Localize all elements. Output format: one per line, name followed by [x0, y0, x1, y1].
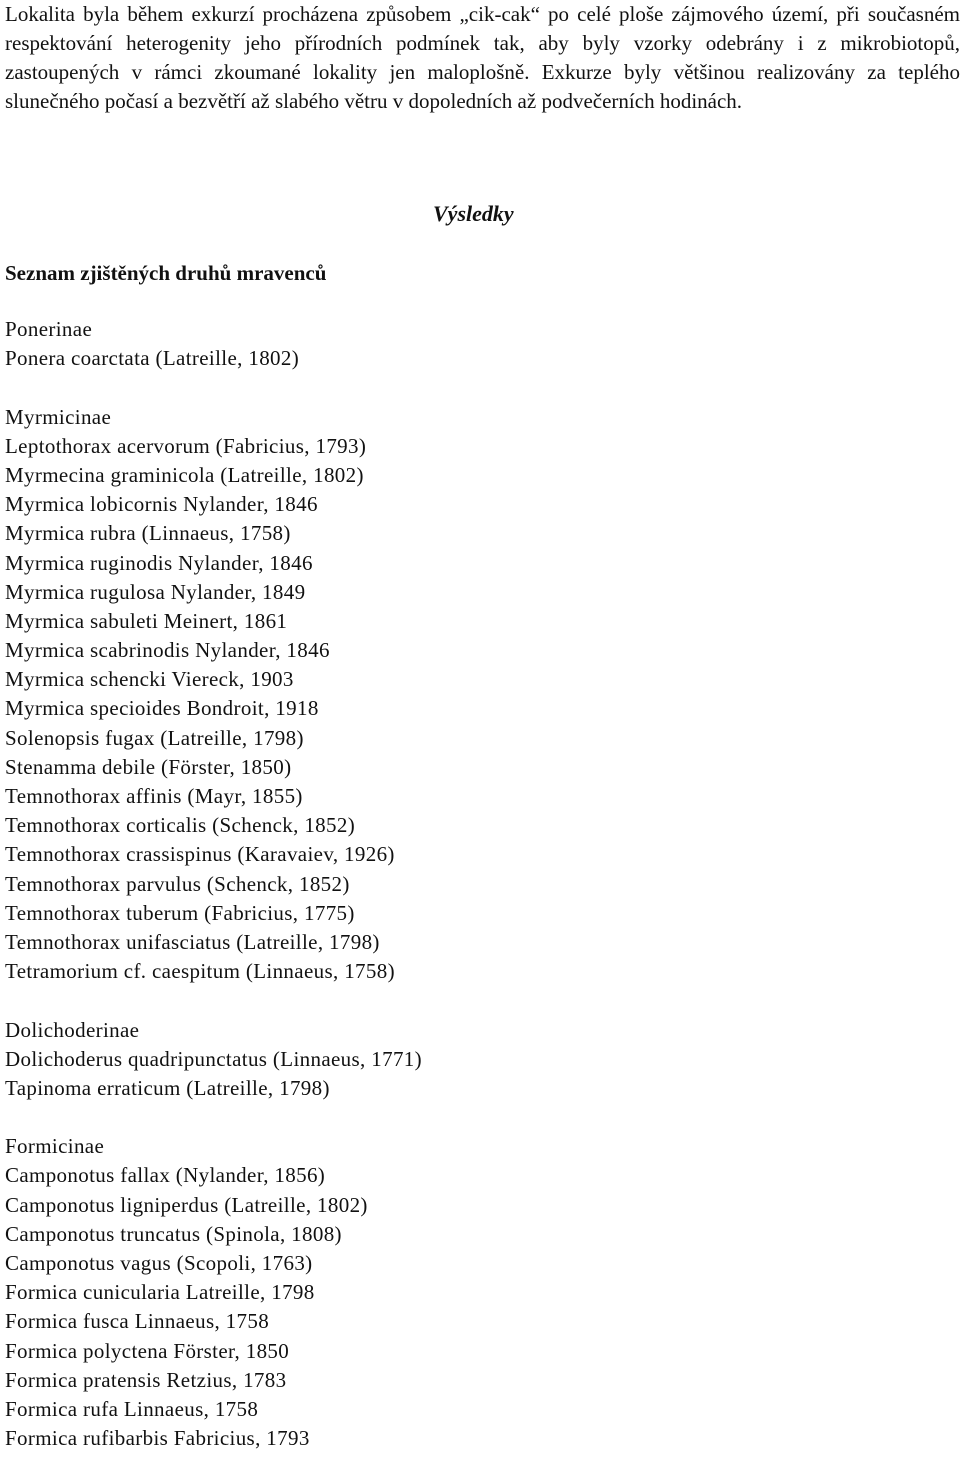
species-item: Myrmica sabuleti Meinert, 1861	[5, 608, 288, 633]
species-item: Temnothorax corticalis (Schenck, 1852)	[5, 813, 356, 838]
species-list	[5, 315, 960, 1483]
subfamily-group-formicinae	[5, 1132, 960, 1453]
species-item: Temnothorax parvulus (Schenck, 1852)	[5, 871, 350, 896]
species-item: Myrmica rubra (Linnaeus, 1758)	[5, 521, 291, 546]
species-item: Myrmica lobicornis Nylander, 1846	[5, 492, 318, 517]
subfamily-group-ponerinae	[5, 315, 960, 373]
subfamily-name: Dolichoderinae	[5, 1017, 140, 1042]
species-list-heading: Seznam zjištěných druhů mravenců	[5, 261, 327, 285]
species-item: Tapinoma erraticum (Latreille, 1798)	[5, 1075, 330, 1100]
species-item: Formica rufibarbis Fabricius, 1793	[5, 1426, 310, 1451]
species-item: Formica rufa Linnaeus, 1758	[5, 1396, 259, 1421]
subfamily-name: Ponerinae	[5, 317, 93, 341]
species-item: Myrmica scabrinodis Nylander, 1846	[5, 638, 330, 663]
intro-paragraph: Lokalita byla během exkurzí procházena způsobem „cik-cak“ po celé ploše zájmového území, při současném respektování heterogenity jeho přírodních podmínek tak, aby byly vzorky odebrány i z mikrobiotopů, zastoupených v rámci zkoumané lokality jen maloplošně. Exkurze byly většinou realizovány za teplého slunečného počasí a bezvětří až slabého větru v dopoledních až podvečerních hodinách.	[5, 2, 960, 113]
species-item: Tetramorium cf. caespitum (Linnaeus, 1758)	[5, 959, 395, 984]
species-item: Myrmecina graminicola (Latreille, 1802)	[5, 462, 364, 487]
subfamily-group-myrmicinae	[5, 403, 960, 987]
species-item: Myrmica specioides Bondroit, 1918	[5, 696, 319, 721]
species-item: Myrmica rugulosa Nylander, 1849	[5, 579, 306, 604]
species-item: Leptothorax acervorum (Fabricius, 1793)	[5, 433, 367, 458]
species-item: Formica cunicularia Latreille, 1798	[5, 1280, 315, 1305]
species-item: Formica fusca Linnaeus, 1758	[5, 1309, 270, 1334]
species-item: Camponotus truncatus (Spinola, 1808)	[5, 1221, 342, 1246]
document-page	[5, 0, 960, 1451]
species-item: Temnothorax crassispinus (Karavaiev, 1926)	[5, 842, 395, 867]
species-item: Dolichoderus quadripunctatus (Linnaeus, 1771)	[5, 1046, 422, 1071]
species-item: Stenamma debile (Förster, 1850)	[5, 754, 292, 779]
subfamily-group-dolichoderinae	[5, 1016, 960, 1104]
species-item: Camponotus fallax (Nylander, 1856)	[5, 1163, 326, 1188]
species-item: Myrmica ruginodis Nylander, 1846	[5, 550, 313, 575]
species-item: Temnothorax tuberum (Fabricius, 1775)	[5, 900, 355, 925]
subfamily-name: Myrmicinae	[5, 404, 112, 429]
species-item: Ponera coarctata (Latreille, 1802)	[5, 346, 300, 371]
species-item: Solenopsis fugax (Latreille, 1798)	[5, 725, 304, 750]
species-item: Camponotus ligniperdus (Latreille, 1802)	[5, 1192, 368, 1217]
section-heading-results: Výsledky	[433, 201, 514, 226]
species-item: Camponotus vagus (Scopoli, 1763)	[5, 1251, 313, 1275]
subfamily-name: Formicinae	[5, 1134, 105, 1159]
species-item: Formica pratensis Retzius, 1783	[5, 1367, 287, 1392]
species-item: Myrmica schencki Viereck, 1903	[5, 667, 294, 692]
species-item: Formica polyctena Förster, 1850	[5, 1338, 290, 1363]
species-item: Temnothorax affinis (Mayr, 1855)	[5, 784, 303, 808]
species-item: Temnothorax unifasciatus (Latreille, 1798)	[5, 929, 380, 954]
